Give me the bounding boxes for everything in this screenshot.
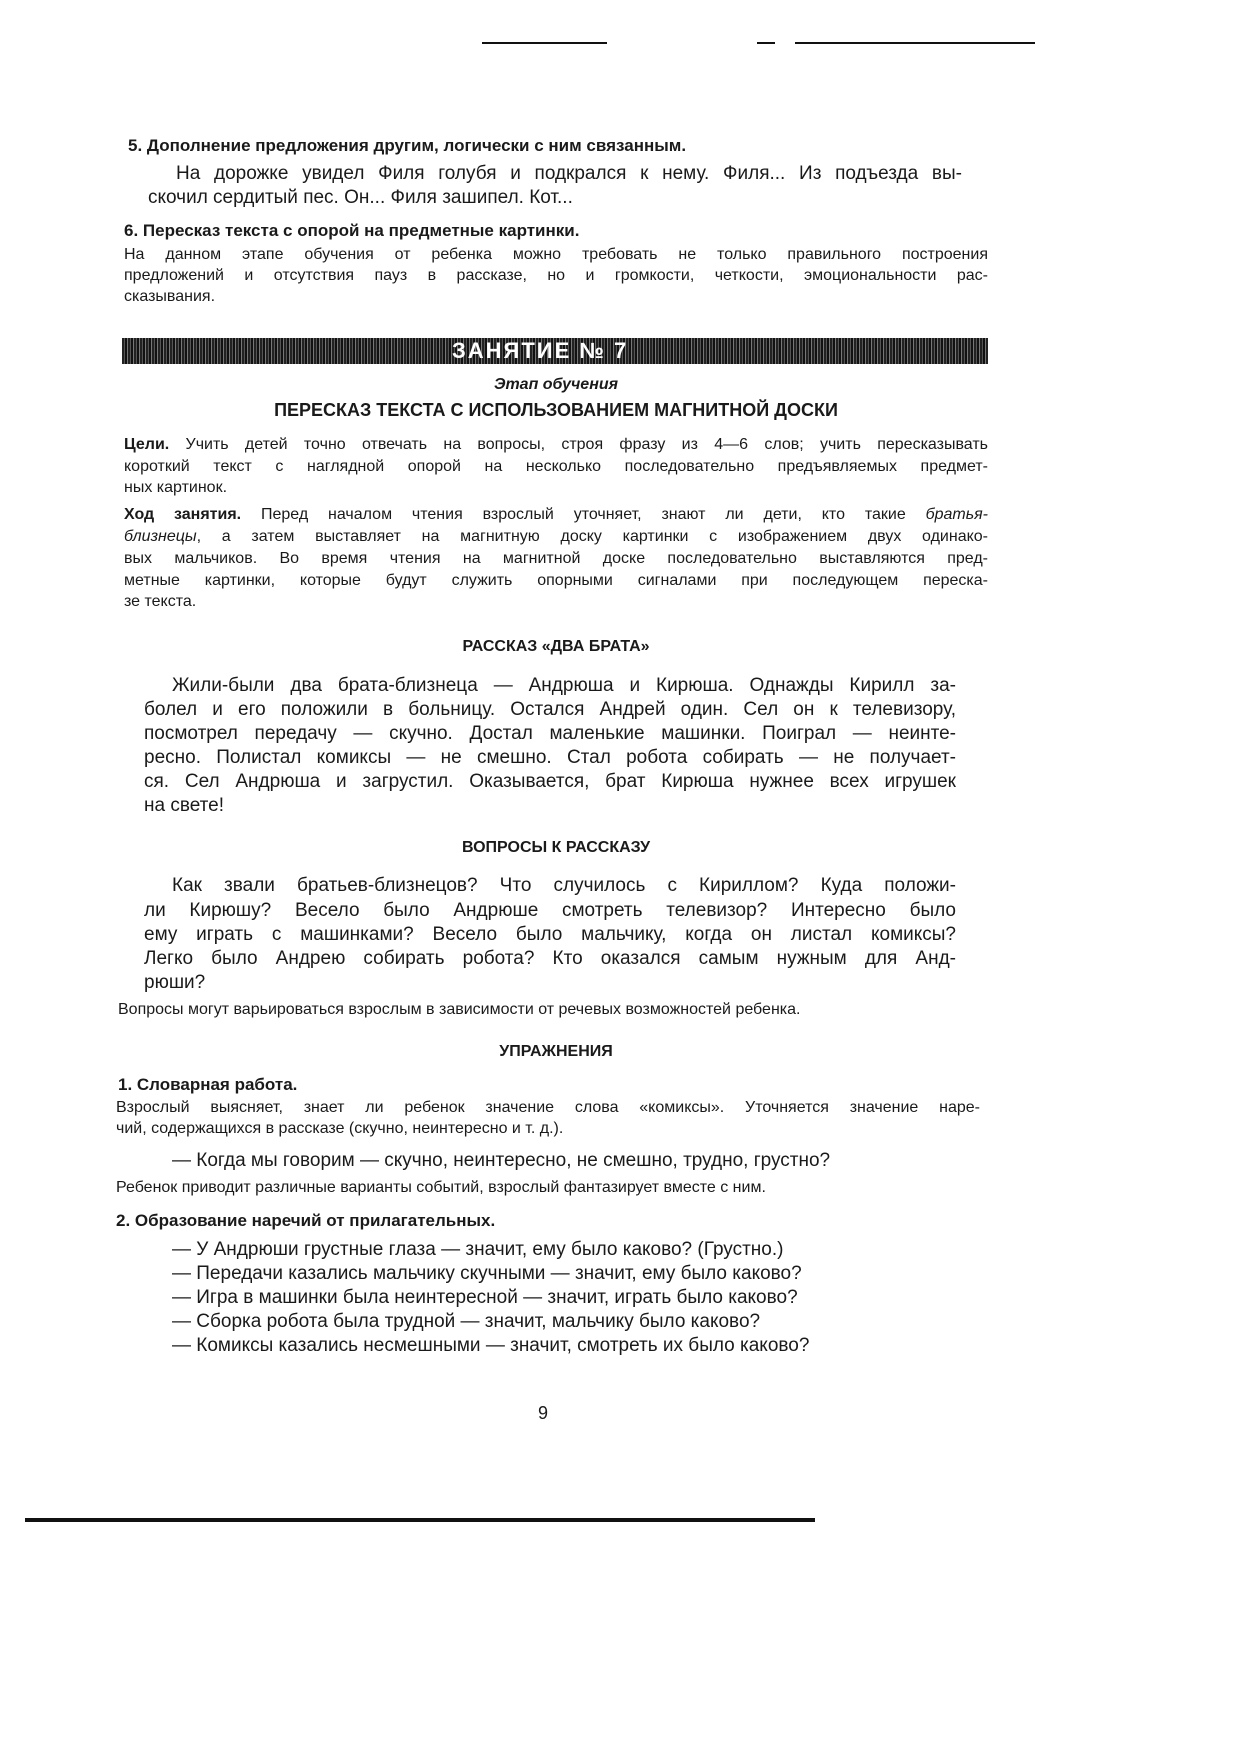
story-title: РАССКАЗ «ДВА БРАТА»: [462, 638, 650, 655]
text-line: Ребенок приводит различные варианты событий, взрослый фантазирует вместе с ним.: [116, 1179, 766, 1196]
text-line: сказывания.: [124, 288, 216, 305]
course-line: [124, 529, 988, 545]
section-6-heading: 6. Пересказ текста с опорой на предметные картинки.: [124, 221, 580, 240]
question-line: ли Кирюшу? Весело было Андрюше смотреть телевизор? Интересно было: [144, 900, 956, 921]
lesson-banner: [122, 338, 988, 364]
lesson-title: ЗАНЯТИЕ № 7: [452, 338, 629, 363]
exercise-2-heading: 2. Образование наречий от прилагательных.: [116, 1211, 496, 1230]
course-label: Ход занятия.: [124, 506, 242, 523]
goals-line: [124, 437, 988, 453]
text-line: чий, содержащихся в рассказе (скучно, неинтересно и т. д.).: [116, 1120, 564, 1137]
text-line: На данном этапе обучения от ребенка можно требовать не только правильного построения: [124, 246, 988, 263]
text-line: Перед началом чтения взрослый уточняет, знают ли дети, кто такие: [241, 506, 926, 523]
text-line: ных картинок.: [124, 479, 228, 496]
course-line: [124, 507, 988, 523]
question-line: рюши?: [144, 972, 206, 993]
text-line: Учить детей точно отвечать на вопросы, строя фразу из 4—6 слов; учить пересказывать: [169, 436, 988, 453]
text-line: вых мальчиков. Во время чтения на магнитной доске последовательно выставляются пред-: [124, 550, 988, 567]
dialog-line: — Когда мы говорим — скучно, неинтересно, не смешно, трудно, грустно?: [172, 1150, 831, 1171]
section-5-heading: 5. Дополнение предложения другим, логически с ним связанным.: [128, 136, 687, 155]
top-rule: [795, 42, 1035, 44]
question-line: ему играть с машинками? Весело было мальчику, когда он листал комиксы?: [144, 924, 956, 945]
bottom-rule: [25, 1518, 815, 1522]
top-rule: [482, 42, 607, 44]
text-line: На дорожке увидел Филя голубя и подкрался к нему. Филя... Из подъезда вы-: [176, 163, 962, 184]
page-number: 9: [538, 1403, 549, 1423]
dialog-line: — Передачи казались мальчику скучными — значит, ему было каково?: [172, 1263, 802, 1284]
dialog-line: — Комиксы казались несмешными — значит, смотреть их было каково?: [172, 1335, 810, 1356]
top-rule: [757, 42, 775, 44]
stage-title: ПЕРЕСКАЗ ТЕКСТА С ИСПОЛЬЗОВАНИЕМ МАГНИТНОЙ ДОСКИ: [274, 400, 838, 420]
text-line: зе текста.: [124, 593, 197, 610]
exercise-1-heading: 1. Словарная работа.: [118, 1075, 298, 1094]
text-line: метные картинки, которые будут служить опорными сигналами при последующем переска-: [124, 572, 988, 589]
goals-label: Цели.: [124, 436, 170, 453]
story-line: ресно. Полистал комиксы — не смешно. Стал робота собирать — не получает-: [144, 747, 956, 768]
story-line: посмотрел передачу — скучно. Достал маленькие машинки. Поиграл — неинте-: [144, 723, 956, 744]
text-line: скочил сердитый пес. Он... Филя зашипел. Кот...: [148, 187, 573, 208]
story-line: ся. Сел Андрюша и загрустил. Оказывается, брат Кирюша нужнее всех игрушек: [144, 771, 956, 792]
story-line: Жили-были два брата-близнеца — Андрюша и Кирюша. Однажды Кирилл за-: [172, 675, 956, 696]
story-line: на свете!: [144, 795, 224, 816]
question-line: Как звали братьев-близнецов? Что случилось с Кириллом? Куда положи-: [172, 875, 956, 896]
stage-label: Этап обучения: [493, 376, 619, 393]
text-line: , а затем выставляет на магнитную доску картинки с изображением двух одинако-: [196, 528, 988, 545]
questions-note: Вопросы могут варьироваться взрослым в зависимости от речевых возможностей ребенка.: [118, 1001, 801, 1018]
dialog-line: — Игра в машинки была неинтересной — значит, играть было каково?: [172, 1287, 798, 1308]
dialog-line: — У Андрюши грустные глаза — значит, ему было каково? (Грустно.): [172, 1239, 784, 1260]
exercises-title: УПРАЖНЕНИЯ: [499, 1043, 613, 1060]
text-line: Взрослый выясняет, знает ли ребенок значение слова «комиксы». Уточняется значение наре-: [116, 1099, 980, 1116]
story-line: болел и его положили в больницу. Остался Андрей один. Сел он к телевизору,: [144, 699, 956, 720]
italic-term: близнецы: [124, 528, 197, 545]
question-line: Легко было Андрею собирать робота? Кто оказался самым нужным для Анд-: [144, 948, 956, 969]
italic-term: братья-: [925, 506, 989, 523]
text-line: короткий текст с наглядной опорой на несколько последовательно предъявляемых предмет-: [124, 458, 988, 475]
questions-title: ВОПРОСЫ К РАССКАЗУ: [461, 839, 651, 856]
dialog-line: — Сборка робота была трудной — значит, мальчику было каково?: [172, 1311, 761, 1332]
text-line: предложений и отсутствия пауз в рассказе, но и громкости, четкости, эмоциональности рас-: [124, 267, 988, 284]
